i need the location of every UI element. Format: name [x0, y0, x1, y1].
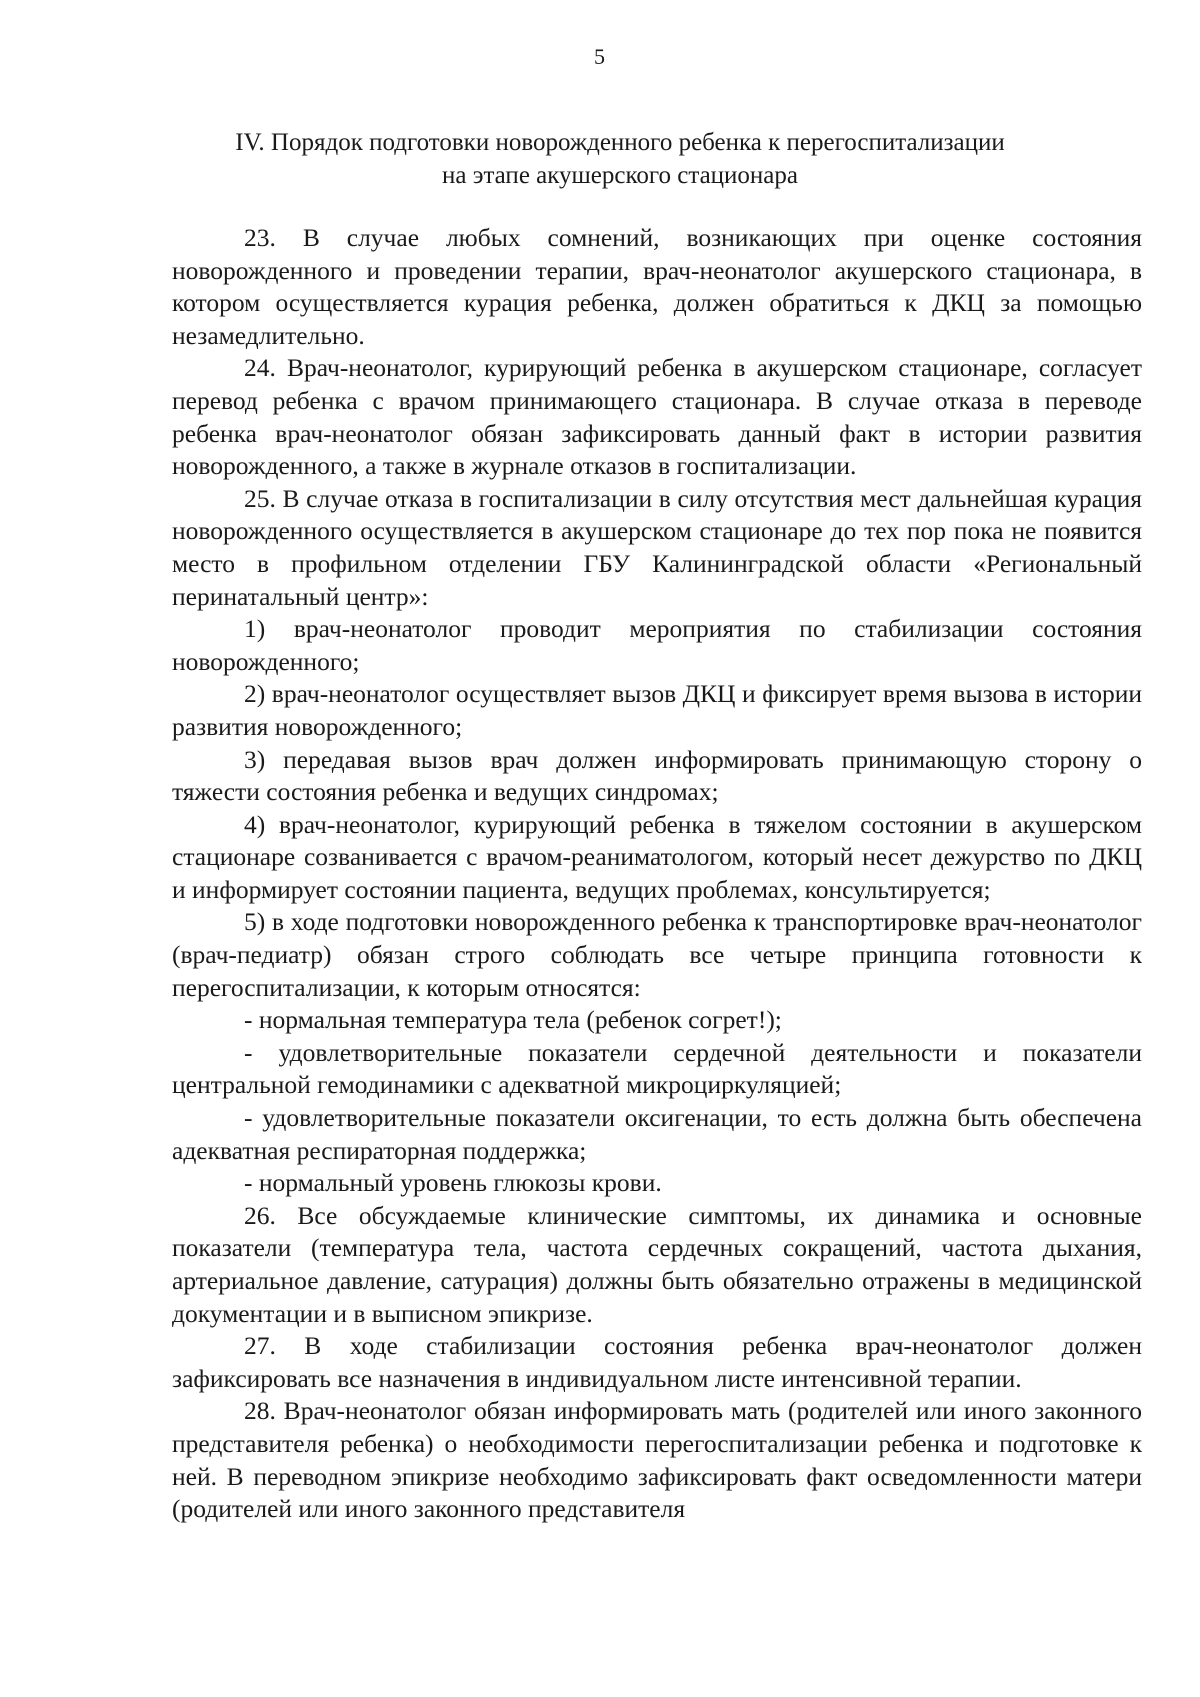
paragraph-24: 24. Врач-неонатолог, курирующий ребенка в акушерском стационаре, согласует перевод ребенка с врачом принимающего стационара. В случае отказа в переводе ребенка врач-неонатолог обязан зафиксировать данный факт в истории развития новорожденного, а также в журнале отказов в госпитализации.	[172, 353, 1142, 481]
bullet-item-cardiac: - удовлетворительные показатели сердечной деятельности и показатели центральной гемодинамики с адекватной микроциркуляцией;	[172, 1037, 1142, 1100]
list-item-5: 5) в ходе подготовки новорожденного ребенка к транспортировке врач-неонатолог (врач-педиатр) обязан строго соблюдать все четыре принципа готовности к перегоспитализации, к которым относятся:	[172, 907, 1142, 1002]
section-heading-line-1: IV. Порядок подготовки новорожденного ребенка к перегоспитализации	[235, 129, 1005, 156]
paragraph-25: 25. В случае отказа в госпитализации в силу отсутствия мест дальнейшая курация новорожденного осуществляется в акушерском стационаре до тех пор пока не появится место в профильном отделении ГБУ Калининградской области «Региональный перинатальный центр»:	[172, 483, 1142, 611]
bullet-item-oxygenation: - удовлетворительные показатели оксигенации, то есть должна быть обеспечена адекватная респираторная поддержка;	[172, 1103, 1142, 1165]
paragraph-28: 28. Врач-неонатолог обязан информировать мать (родителей или иного законного представителя ребенка) о необходимости перегоспитализации ребенка и подготовке к ней. В переводном эпикризе необходимо зафиксировать факт осведомленности матери (родителей или иного законного представителя	[172, 1396, 1142, 1524]
page-number: 5	[594, 44, 606, 69]
list-item-1: 1) врач-неонатолог проводит мероприятия по стабилизации состояния новорожденного;	[172, 614, 1142, 676]
section-heading	[200, 126, 1040, 192]
document-body	[172, 222, 1142, 1526]
list-item-2: 2) врач-неонатолог осуществляет вызов ДКЦ и фиксирует время вызова в истории развития новорожденного;	[172, 679, 1142, 741]
paragraph-23: 23. В случае любых сомнений, возникающих при оценке состояния новорожденного и проведении терапии, врач-неонатолог акушерского стационара, в котором осуществляется курация ребенка, должен обратиться к ДКЦ за помощью незамедлительно.	[172, 223, 1142, 350]
bullet-item-temperature: - нормальная температура тела (ребенок согрет!);	[244, 1005, 782, 1035]
list-item-4: 4) врач-неонатолог, курирующий ребенка в тяжелом состоянии в акушерском стационаре созванивается с врачом-реаниматологом, который несет дежурство по ДКЦ и информирует состоянии пациента, ведущих проблемах, консультируется;	[172, 809, 1142, 904]
section-heading-line-2: на этапе акушерского стационара	[441, 162, 799, 189]
bullet-item-glucose: - нормальный уровень глюкозы крови.	[244, 1168, 662, 1198]
paragraph-27: 27. В ходе стабилизации состояния ребенка врач-неонатолог должен зафиксировать все назначения в индивидуальном листе интенсивной терапии.	[172, 1331, 1142, 1393]
paragraph-26: 26. Все обсуждаемые клинические симптомы, их динамика и основные показатели (температура тела, частота сердечных сокращений, частота дыхания, артериальное давление, сатурация) должны быть обязательно отражены в медицинской документации и в выписном эпикризе.	[172, 1200, 1142, 1328]
list-item-3: 3) передавая вызов врач должен информировать принимающую сторону о тяжести состояния ребенка и ведущих синдромах;	[172, 744, 1142, 807]
